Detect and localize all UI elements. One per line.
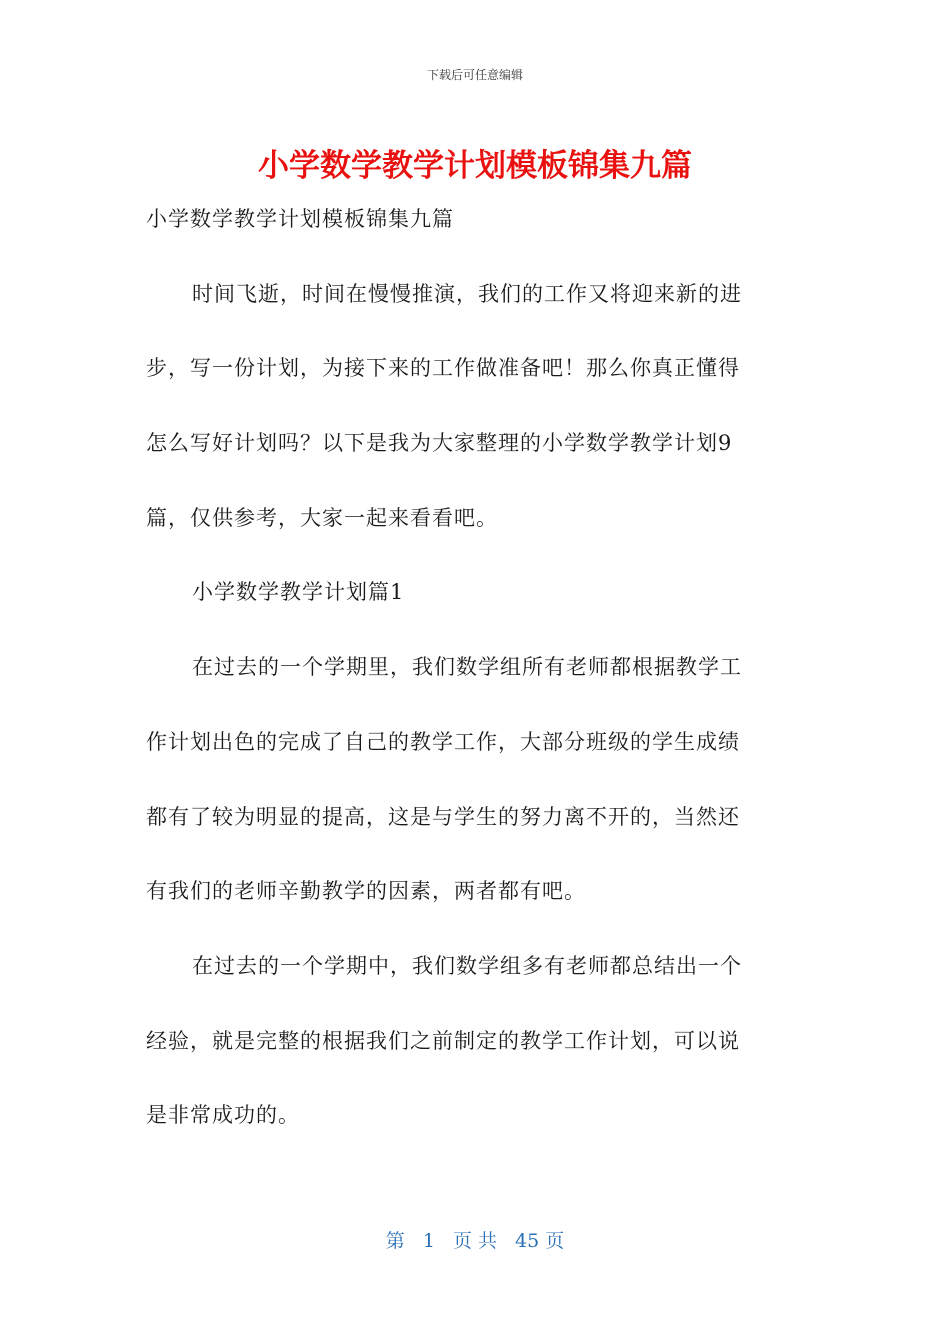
text-line: 篇，仅供参考，大家一起来看看吧。 xyxy=(146,505,498,530)
text-line: 都有了较为明显的提高，这是与学生的努力离不开的，当然还 xyxy=(146,804,740,829)
text-line: 在过去的一个学期里，我们数学组所有老师都根据教学工 xyxy=(192,655,742,680)
text-line: 是非常成功的。 xyxy=(146,1103,300,1128)
text-line: 时间飞逝，时间在慢慢推演，我们的工作又将迎来新的进 xyxy=(192,281,742,306)
total-page-count: 45 xyxy=(515,1230,540,1252)
document-title: 小学数学教学计划模板锦集九篇 xyxy=(258,148,692,184)
text-line: 经验，就是完整的根据我们之前制定的教学工作计划，可以说 xyxy=(146,1028,740,1053)
header-note: 下载后可任意编辑 xyxy=(426,68,523,82)
footer-prefix: 第 xyxy=(385,1230,405,1252)
text-line: 小学数学教学计划模板锦集九篇 xyxy=(146,207,454,231)
text-line: 作计划出色的完成了自己的教学工作，大部分班级的学生成绩 xyxy=(146,729,740,754)
text-line: 怎么写好计划吗？以下是我为大家整理的小学数学教学计划9 xyxy=(146,431,733,456)
text-line: 在过去的一个学期中，我们数学组多有老师都总结出一个 xyxy=(192,953,742,978)
document-body xyxy=(146,193,792,1164)
current-page-number: 1 xyxy=(422,1230,435,1252)
page-footer xyxy=(0,1226,950,1253)
text-line: 步，写一份计划，为接下来的工作做准备吧！那么你真正懂得 xyxy=(146,356,740,381)
footer-middle: 页 共 xyxy=(452,1230,497,1252)
text-line: 有我们的老师辛勤教学的因素，两者都有吧。 xyxy=(146,879,586,904)
footer-suffix: 页 xyxy=(545,1230,565,1252)
section-heading: 小学数学教学计划篇1 xyxy=(192,580,405,605)
